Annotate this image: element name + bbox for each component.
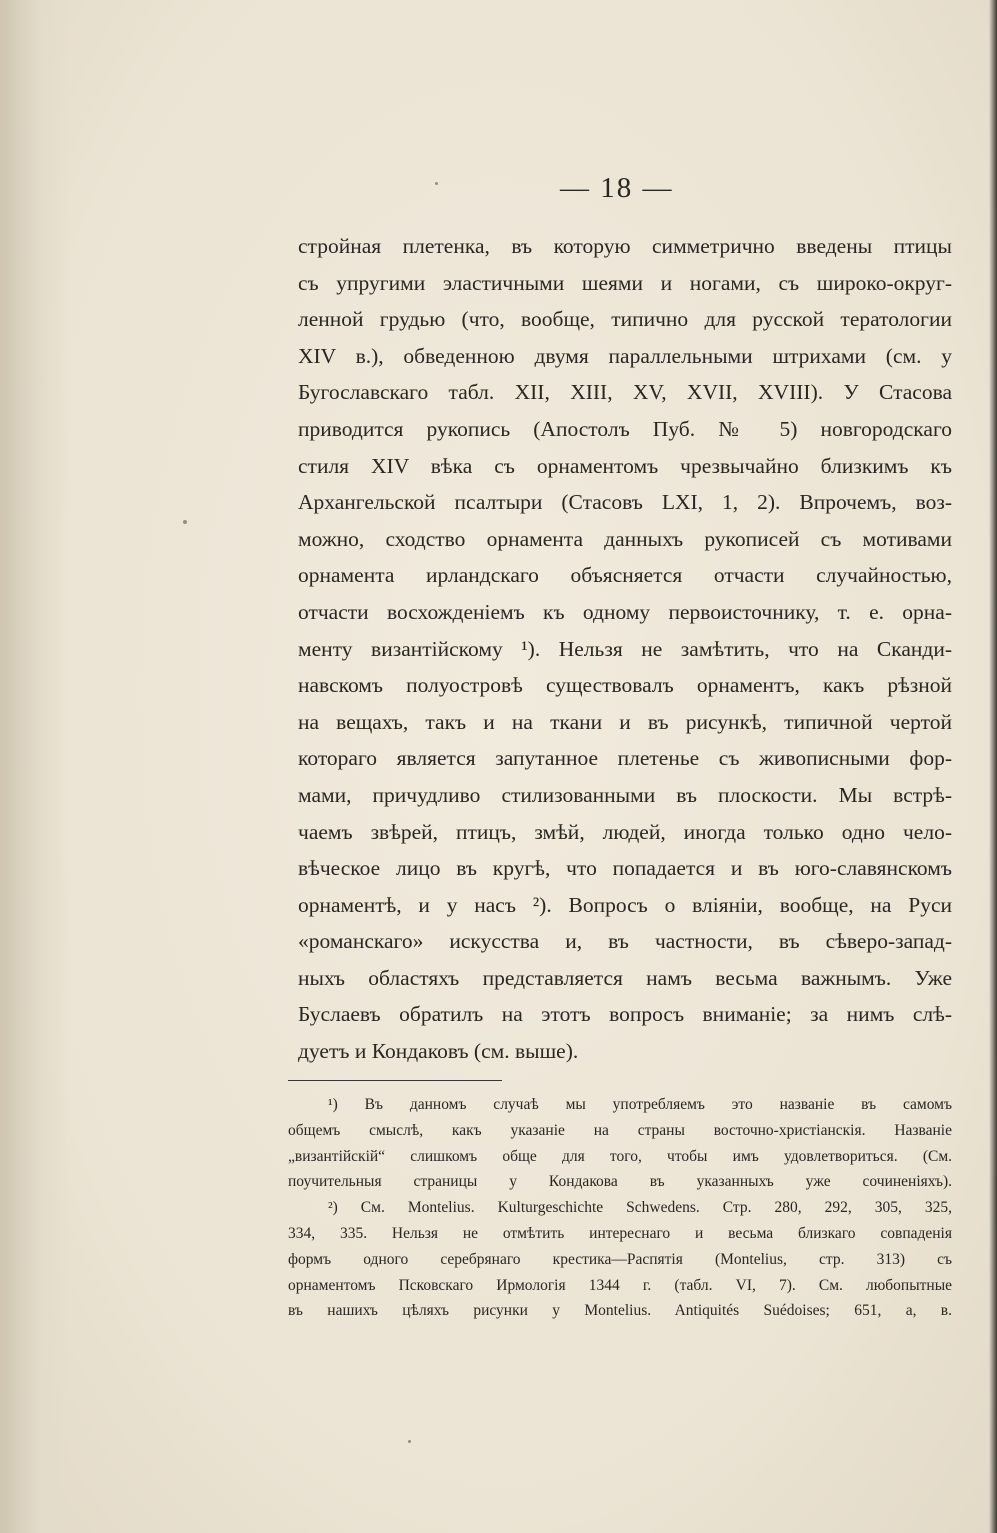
text-line: можно, сходство орнамента данныхъ рукописей съ мотивами [298,526,952,551]
paper-speck [435,182,438,185]
text-line: съ упругими эластичными шеями и ногами, съ широко-округ- [298,270,952,295]
page-number: — 18 — [560,172,674,204]
text-line: чаемъ звѣрей, птицъ, змѣй, людей, иногда только одно чело- [298,819,952,844]
footnote-line: поучительныя страницы у Кондакова въ указанныхъ уже сочиненіяхъ). [288,1173,952,1191]
footnote-line: ¹) Въ данномъ случаѣ мы употребляемъ это названіе въ самомъ [328,1096,952,1113]
text-line: отчасти восхожденіемъ къ одному первоисточнику, т. е. орна- [298,599,952,624]
page-edge [989,0,997,1533]
text-line: котораго является запутанное плетенье съ живописными фор- [298,746,952,771]
main-text [298,228,952,1070]
text-line: Бугославскаго табл. XII, XIII, XV, XVII, XVIII). У Стасова [298,380,952,405]
text-line: орнаментѣ, и у насъ ²). Вопросъ о вліяніи, вообще, на Руси [298,892,952,917]
footnote-line: орнаментомъ Псковскаго Ирмологія 1344 г. (табл. VI, 7). См. любопытные [288,1276,952,1294]
text-line: на вещахъ, такъ и на ткани и въ рисункѣ, типичной чертой [298,709,952,734]
footnote-line: общемъ смыслѣ, какъ указаніе на страны восточно-христіанскія. Названіе [288,1121,952,1139]
text-line: орнамента ирландскаго объясняется отчасти случайностью, [298,563,952,588]
footnote-line: формъ одного серебрянаго крестика—Распятія (Montelius, стр. 313) съ [288,1250,952,1268]
footnote-separator [288,1080,502,1081]
text-line: дуетъ и Кондаковъ (см. выше). [298,1039,579,1064]
footnote-line: въ нашихъ цѣляхъ рисунки у Montelius. Antiquités Suédoises; 651, а, в. [288,1302,952,1320]
paper-speck [408,1440,411,1443]
text-line: приводится рукопись (Апостолъ Пуб. № 5) новгородскаго [298,416,952,441]
text-line: вѣческое лицо въ кругѣ, что попадается и въ юго-славянскомъ [298,856,952,881]
footnote-line: 334, 335. Нельзя не отмѣтить интереснаго и весьма близкаго совпаденія [288,1224,952,1242]
text-line: ныхъ областяхъ представляется намъ весьма важнымъ. Уже [298,965,952,990]
text-line: мами, причудливо стилизованными въ плоскости. Мы встрѣ- [298,782,952,807]
text-line: Архангельской псалтыри (Стасовъ LXI, 1, 2). Впрочемъ, воз- [298,490,952,515]
text-line: стройная плетенка, въ которую симметрично введены птицы [298,234,952,258]
text-line: XIV в.), обведенною двумя параллельными штрихами (см. у [298,343,952,368]
text-line: «романскаго» искусства и, въ частности, въ сѣверо-запад- [298,929,952,954]
footnotes [288,1092,952,1324]
text-line: навскомъ полуостровѣ существовалъ орнаментъ, какъ рѣзной [298,673,952,698]
text-line: стиля XIV вѣка съ орнаментомъ чрезвычайно близкимъ къ [298,453,952,478]
text-line: ленной грудью (что, вообще, типично для русской тератологии [298,307,952,332]
text-line: Буслаевъ обратилъ на этотъ вопросъ вниманіе; за нимъ слѣ- [298,1002,952,1027]
paper-speck [183,520,187,524]
text-line: менту византійскому ¹). Нельзя не замѣтить, что на Сканди- [298,636,952,661]
footnote-line: ²) См. Montelius. Kulturgeschichte Schwedens. Стр. 280, 292, 305, 325, [328,1199,952,1217]
footnote-line: „византійскій“ слишкомъ обще для того, чтобы имъ удовлетвориться. (См. [288,1147,952,1165]
binding-shadow [0,0,70,1533]
